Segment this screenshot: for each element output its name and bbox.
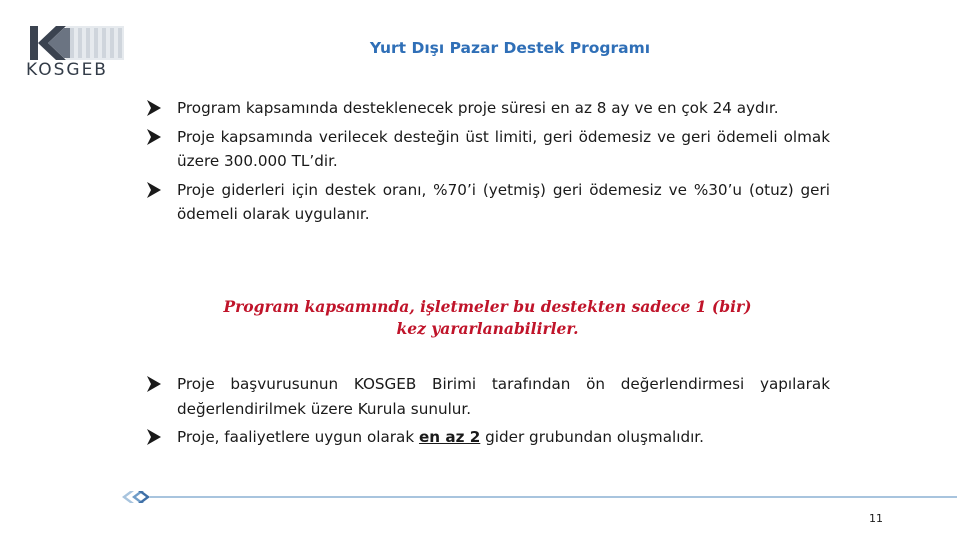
bullet-item xyxy=(144,425,830,450)
emphasis-note xyxy=(140,296,835,340)
arrow-bullet-icon xyxy=(144,425,166,449)
arrow-bullet-icon xyxy=(144,125,166,149)
emphasis-line-1: Program kapsamında, işletmeler bu destekten sadece 1 (bir) xyxy=(223,297,752,316)
footer-divider xyxy=(150,496,957,498)
bullet-text-before: Proje, faaliyetlere uygun olarak xyxy=(177,428,419,446)
bullet-list-top xyxy=(144,96,830,231)
bullet-item xyxy=(144,178,830,227)
logo-text: KOSGEB xyxy=(26,60,108,80)
double-chevron-icon xyxy=(120,489,152,505)
bullet-text: Proje başvurusunun KOSGEB Birimi tarafından ön değerlendirmesi yapılarak değerlendirilmek üzere Kurula sunulur. xyxy=(177,375,830,418)
emphasis-line-2: kez yararlanabilirler. xyxy=(396,319,579,338)
slide-title: Yurt Dışı Pazar Destek Programı xyxy=(369,39,651,57)
bullet-text: Program kapsamında desteklenecek proje süresi en az 8 ay ve en çok 24 aydır. xyxy=(177,99,779,117)
bullet-item xyxy=(144,96,830,121)
bullet-list-bottom xyxy=(144,372,830,454)
bullet-item xyxy=(144,125,830,174)
bullet-item xyxy=(144,372,830,421)
bullet-text-after: gider grubundan oluşmalıdır. xyxy=(480,428,704,446)
arrow-bullet-icon xyxy=(144,372,166,396)
underlined-text: en az 2 xyxy=(418,428,481,446)
bullet-text: Proje kapsamında verilecek desteğin üst limiti, geri ödemesiz ve geri ödemeli olmak üzere 300.000 TL’dir. xyxy=(177,127,830,170)
page-number: 11 xyxy=(869,512,883,525)
bullet-text: Proje giderleri için destek oranı, %70’i (yetmiş) geri ödemesiz ve %30’u (otuz) geri ödemeli olarak uygulanır. xyxy=(177,180,830,223)
arrow-bullet-icon xyxy=(144,178,166,202)
arrow-bullet-icon xyxy=(144,96,166,120)
